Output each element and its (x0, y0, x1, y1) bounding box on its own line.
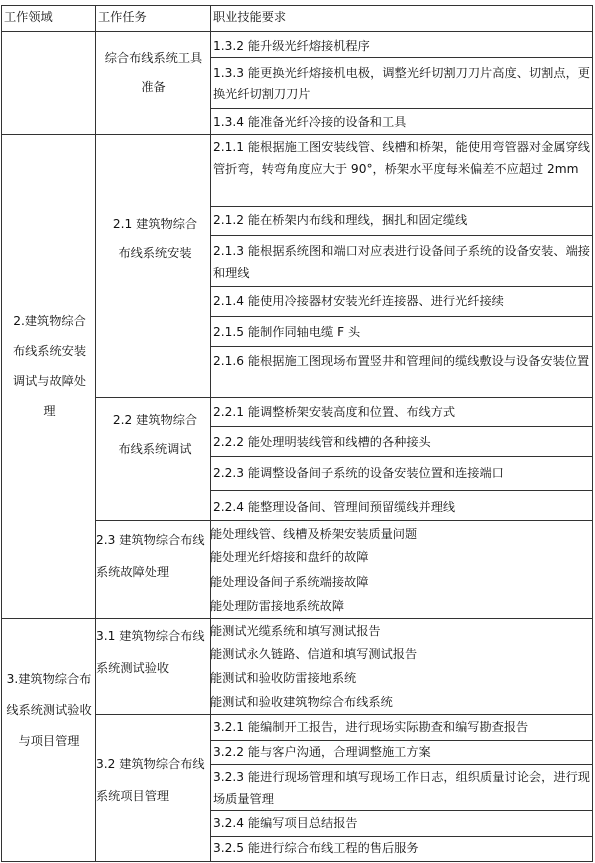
requirement-item: 2.1.4 能使用冷接器材安装光纤连接器、进行光纤接续 (213, 294, 504, 308)
header-domain: 工作领域 (4, 10, 53, 24)
requirement-item: 1.3.4 能准备光纤冷接的设备和工具 (213, 115, 407, 129)
requirement-item: 能测试和验收建筑物综合布线系统 (210, 695, 393, 709)
requirement-item: 2.2.1 能调整桥架安装高度和位置、布线方式 (213, 405, 456, 419)
requirement-item: 能测试光缆系统和填写测试报告 (210, 624, 381, 638)
requirement-item: 能测试永久链路、信道和填写测试报告 (210, 647, 418, 661)
domain-cell: 3.建筑物综合布线系统测试验收与项目管理 (6, 672, 92, 748)
requirement-item: 能处理防雷接地系统故障 (210, 599, 345, 613)
requirement-item: 能处理设备间子系统端接故障 (210, 575, 369, 589)
requirement-item: 能处理线管、线槽及桥架安装质量问题 (210, 527, 418, 541)
requirement-item: 2.1.3 能根据系统图和端口对应表进行设备间子系统的设备安装、端接和理线 (213, 244, 590, 280)
requirement-item: 3.2.1 能编制开工报告，进行现场实际勘查和编写勘查报告 (213, 720, 529, 734)
task-cell: 2.1 建筑物综合布线系统安装 (112, 217, 198, 260)
requirement-item: 3.2.4 能编写项目总结报告 (213, 816, 358, 830)
requirement-item: 2.2.4 能整理设备间、管理间预留缆线并理线 (213, 500, 456, 514)
requirement-item: 能处理光纤熔接和盘纤的故障 (210, 550, 369, 564)
task-cell: 综合布线系统工具准备 (104, 51, 203, 94)
requirement-item: 2.1.1 能根据施工图安装线管、线槽和桥架，能使用弯管器对金属穿线管折弯，转弯角度应大于 90°，桥架水平度每米偏差不应超过 2mm (213, 140, 590, 176)
requirement-item: 2.1.5 能制作同轴电缆 F 头 (213, 325, 361, 339)
domain-cell: 2.建筑物综合布线系统安装调试与故障处理 (12, 314, 87, 418)
requirement-item: 能测试和验收防雷接地系统 (210, 671, 357, 685)
requirement-item: 3.2.3 能进行现场管理和填写现场工作日志，组织质量讨论会，进行现场质量管理 (213, 770, 590, 806)
requirement-item: 2.2.3 能调整设备间子系统的设备安装位置和连接端口 (213, 466, 504, 480)
task-cell: 2.2 建筑物综合布线系统调试 (112, 413, 198, 456)
header-requirement: 职业技能要求 (213, 10, 287, 24)
requirement-item: 2.1.6 能根据施工图现场布置竖井和管理间的缆线敷设与设备安装位置 (213, 354, 590, 368)
task-cell: 2.3 建筑物综合布线系统故障处理 (96, 533, 205, 579)
requirement-item: 2.1.2 能在桥架内布线和理线，捆扎和固定缆线 (213, 213, 468, 227)
header-task: 工作任务 (98, 10, 147, 24)
requirement-item: 2.2.2 能处理明装线管和线槽的各种接头 (213, 435, 431, 449)
task-cell: 3.2 建筑物综合布线系统项目管理 (96, 757, 205, 803)
requirement-item: 3.2.2 能与客户沟通，合理调整施工方案 (213, 745, 431, 759)
task-cell: 3.1 建筑物综合布线系统测试验收 (96, 629, 205, 675)
requirement-item: 3.2.5 能进行综合布线工程的售后服务 (213, 841, 419, 855)
requirement-item: 1.3.3 能更换光纤熔接机电极，调整光纤切割刀刀片高度、切割点，更换光纤切割刀刀片 (213, 66, 590, 101)
requirement-item: 1.3.2 能升级光纤熔接机程序 (213, 39, 370, 53)
